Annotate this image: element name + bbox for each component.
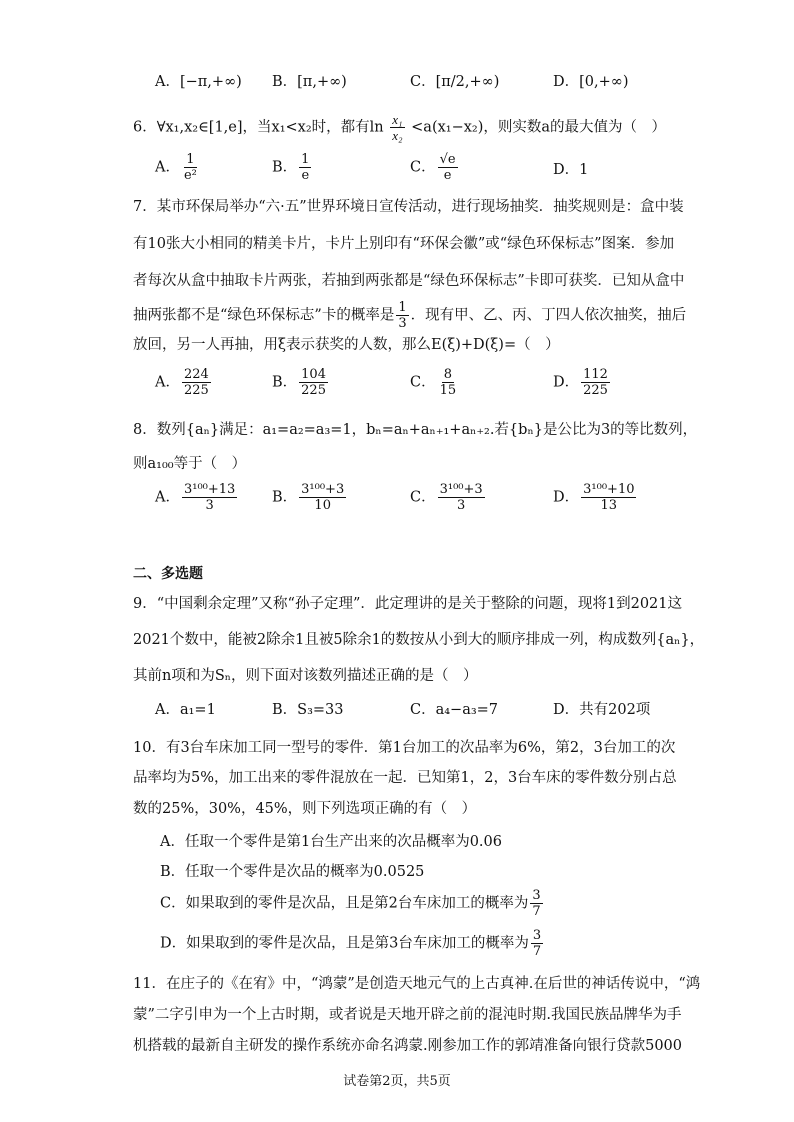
q9-option-a: A．a₁=1	[155, 702, 216, 718]
q10-option-d: D．如果取到的零件是次品，且是第3台车床加工的概率为 $\frac{3}{7}$	[160, 928, 542, 959]
q10-line-2: 品率均为5%，加工出来的零件混放在一起．已知第1，2，3台车床的零件数分别占总	[133, 770, 677, 786]
q9-line-2: 2021个数中，能被2除余1且被5除余1的数按从小到大的顺序排成一列，构成数列{aₙ}，	[133, 632, 705, 648]
q7-option-d: D． $\frac{112}{225}$	[553, 367, 608, 398]
q10-option-b: B．任取一个零件是次品的概率为0.0525	[160, 864, 425, 880]
q7-line-3: 者每次从盒中抽取卡片两张，若抽到两张都是“绿色环保标志”卡即可获奖．已知从盒中	[133, 273, 685, 289]
q6-option-c: C． $\frac{√e}{e}$	[410, 152, 456, 183]
q7-option-c: C． $\frac{8}{15}$	[410, 367, 457, 398]
q7-line-4: 抽两张都不是“绿色环保标志”卡的概率是 $\frac{1}{3}$ ．现有甲、乙、丙、丁四人依次抽奖，抽后	[133, 300, 687, 331]
q10-line-1: 10．有3台车床加工同一型号的零件．第1台加工的次品率为6%，第2，3台加工的次	[133, 740, 676, 756]
q5-option-d: D．[0,+∞)	[553, 74, 629, 90]
q8-option-a: A． $\frac{\text{3¹⁰⁰+13}}{3}$	[155, 482, 236, 513]
q11-line-2: 蒙”二字引申为一个上古时期，或者说是天地开辟之前的混沌时期.我国民族品牌华为手	[133, 1007, 682, 1023]
q8-option-c: C． $\frac{\text{3¹⁰⁰+3}}{3}$	[410, 482, 483, 513]
q9-option-d: D．共有202项	[553, 702, 651, 718]
q8-line-1: 8．数列{aₙ}满足：a₁=a₂=a₃=1，bₙ=aₙ+aₙ₊₁+aₙ₊₂.若{bₙ}是公比为3的等比数列，	[133, 422, 698, 438]
q11-line-3: 机搭载的最新自主研发的操作系统亦命名鸿蒙.刚参加工作的郭靖准备向银行贷款5000	[133, 1038, 683, 1054]
q9-line-3: 其前n项和为Sₙ，则下面对该数列描述正确的是（ ）	[133, 668, 478, 684]
q6-option-a: A． $\frac{1}{\text{e²}}$	[155, 152, 197, 183]
q5-option-a: A．[−π,+∞)	[155, 74, 242, 90]
q5-option-c: C．[π/2,+∞)	[410, 74, 500, 90]
q7-line-2: 有10张大小相同的精美卡片，卡片上别印有“环保会徽”或“绿色环保标志”图案．参加	[133, 236, 675, 252]
q9-option-b: B．S₃=33	[272, 702, 344, 718]
q5-option-b: B．[π,+∞)	[272, 74, 347, 90]
q6-stem-b: <a(x₁−x₂)，则实数a的最大值为（ ）	[411, 119, 667, 136]
q6-stem-frac: $\frac{\text{x₁}}{\text{x₂}}$	[392, 112, 403, 143]
q10-option-c: C．如果取到的零件是次品，且是第2台车床加工的概率为 $\frac{3}{7}$	[160, 888, 541, 919]
q8-line-2: 则a₁₀₀等于（ ）	[133, 456, 247, 472]
q10-line-3: 数的25%，30%，45%，则下列选项正确的有（ ）	[133, 801, 477, 817]
q10-option-a: A．任取一个零件是第1台生产出来的次品概率为0.06	[160, 834, 502, 850]
q6-option-d: D．1	[553, 162, 589, 178]
section-heading: 二、多选题	[133, 566, 203, 582]
q6-stem	[133, 112, 666, 143]
q11-line-1: 11．在庄子的《在宥》中，“鸿蒙”是创造天地元气的上古真神.在后世的神话传说中，“鸿	[133, 976, 701, 992]
q9-option-c: C．a₄−a₃=7	[410, 702, 499, 718]
q8-option-b: B． $\frac{\text{3¹⁰⁰+3}}{10}$	[272, 482, 345, 513]
q9-line-1: 9．“中国剩余定理”又称“孙子定理”．此定理讲的是关于整除的问题，现将1到2021这	[133, 596, 683, 612]
q8-option-d: D． $\frac{\text{3¹⁰⁰+10}}{13}$	[553, 482, 635, 513]
q7-option-b: B． $\frac{104}{225}$	[272, 367, 326, 398]
q7-line-5: 放回，另一人再抽，用ξ表示获奖的人数，那么E(ξ)+D(ξ)=（ ）	[133, 337, 560, 353]
q7-option-a: A． $\frac{224}{225}$	[155, 367, 209, 398]
q7-line-1: 7．某市环保局举办“六·五”世界环境日宣传活动，进行现场抽奖．抽奖规则是：盒中装	[133, 199, 684, 215]
q6-stem-a: 6．∀x₁,x₂∈[1,e]，当x₁<x₂时，都有ln	[133, 119, 384, 136]
q6-option-b: B． $\frac{1}{e}$	[272, 152, 310, 183]
page-footer: 试卷第2页，共5页	[343, 1074, 451, 1089]
